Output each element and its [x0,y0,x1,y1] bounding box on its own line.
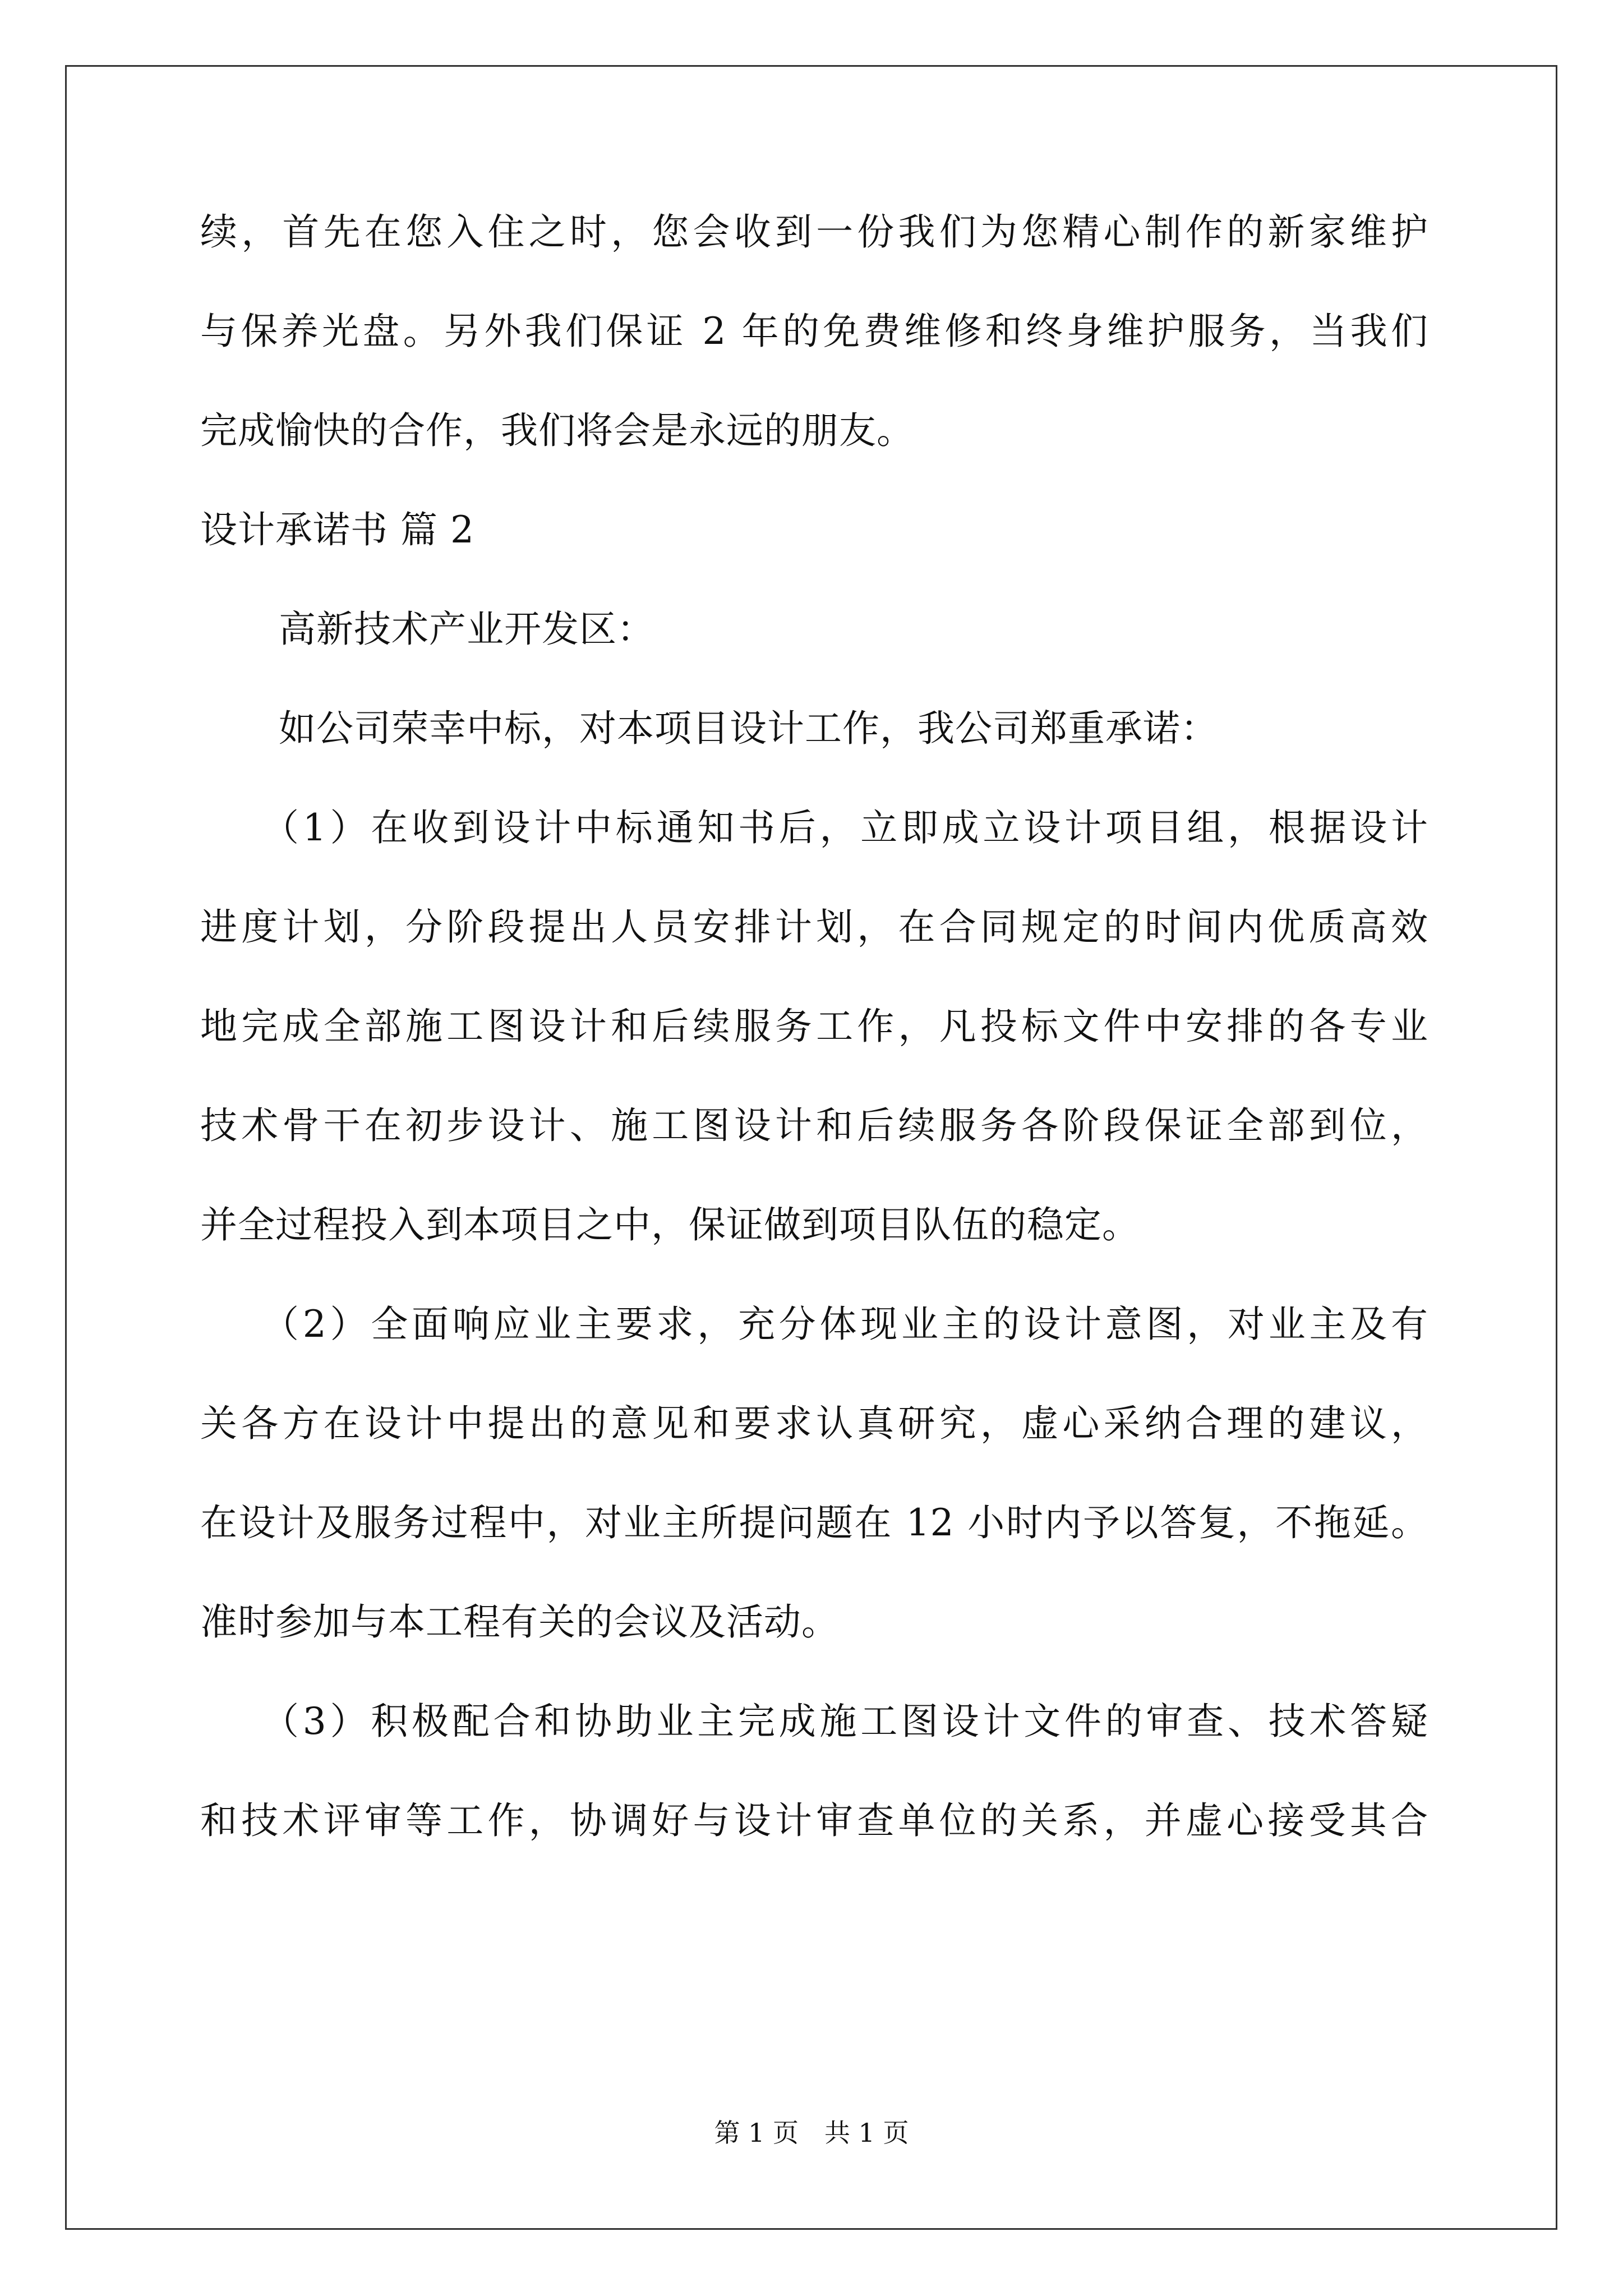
paragraph-line: （2）全面响应业主要求，充分体现业主的设计意图，对业主及有 [262,1303,1428,1346]
paragraph-line: 进度计划，分阶段提出人员安排计划，在合同规定的时间内优质高效 [200,905,1428,949]
page-number: 第 1 页 共 1 页 [714,2118,909,2148]
paragraph-line: 并全过程投入到本项目之中，保证做到项目队伍的稳定。 [200,1203,1140,1246]
paragraph-line: 准时参加与本工程有关的会议及活动。 [200,1600,839,1644]
paragraph-line: 完成愉快的合作，我们将会是永远的朋友。 [200,409,914,452]
paragraph-line: 如公司荣幸中标，对本项目设计工作，我公司郑重承诺： [279,707,1218,750]
paragraph-line: 与保养光盘。另外我们保证 2 年的免费维修和终身维护服务，当我们 [200,310,1428,353]
section-heading: 设计承诺书 篇 2 [200,508,474,551]
paragraph-line: （3）积极配合和协助业主完成施工图设计文件的审查、技术答疑 [262,1700,1428,1743]
paragraph-line: 续，首先在您入住之时，您会收到一份我们为您精心制作的新家维护 [200,210,1428,254]
paragraph-line: 技术骨干在初步设计、施工图设计和后续服务各阶段保证全部到位， [200,1104,1428,1147]
document-body [200,210,1428,1901]
paragraph-line: 地完成全部施工图设计和后续服务工作，凡投标文件中安排的各专业 [200,1005,1428,1048]
paragraph-line: 和技术评审等工作，协调好与设计审查单位的关系，并虚心接受其合 [200,1799,1428,1842]
paragraph-line: 关各方在设计中提出的意见和要求认真研究，虚心采纳合理的建议， [200,1402,1428,1445]
paragraph-line: （1）在收到设计中标通知书后，立即成立设计项目组，根据设计 [262,806,1428,849]
paragraph-line: 在设计及服务过程中，对业主所提问题在 12 小时内予以答复，不拖延。 [200,1501,1428,1544]
addressee-line: 高新技术产业开发区： [279,608,654,651]
